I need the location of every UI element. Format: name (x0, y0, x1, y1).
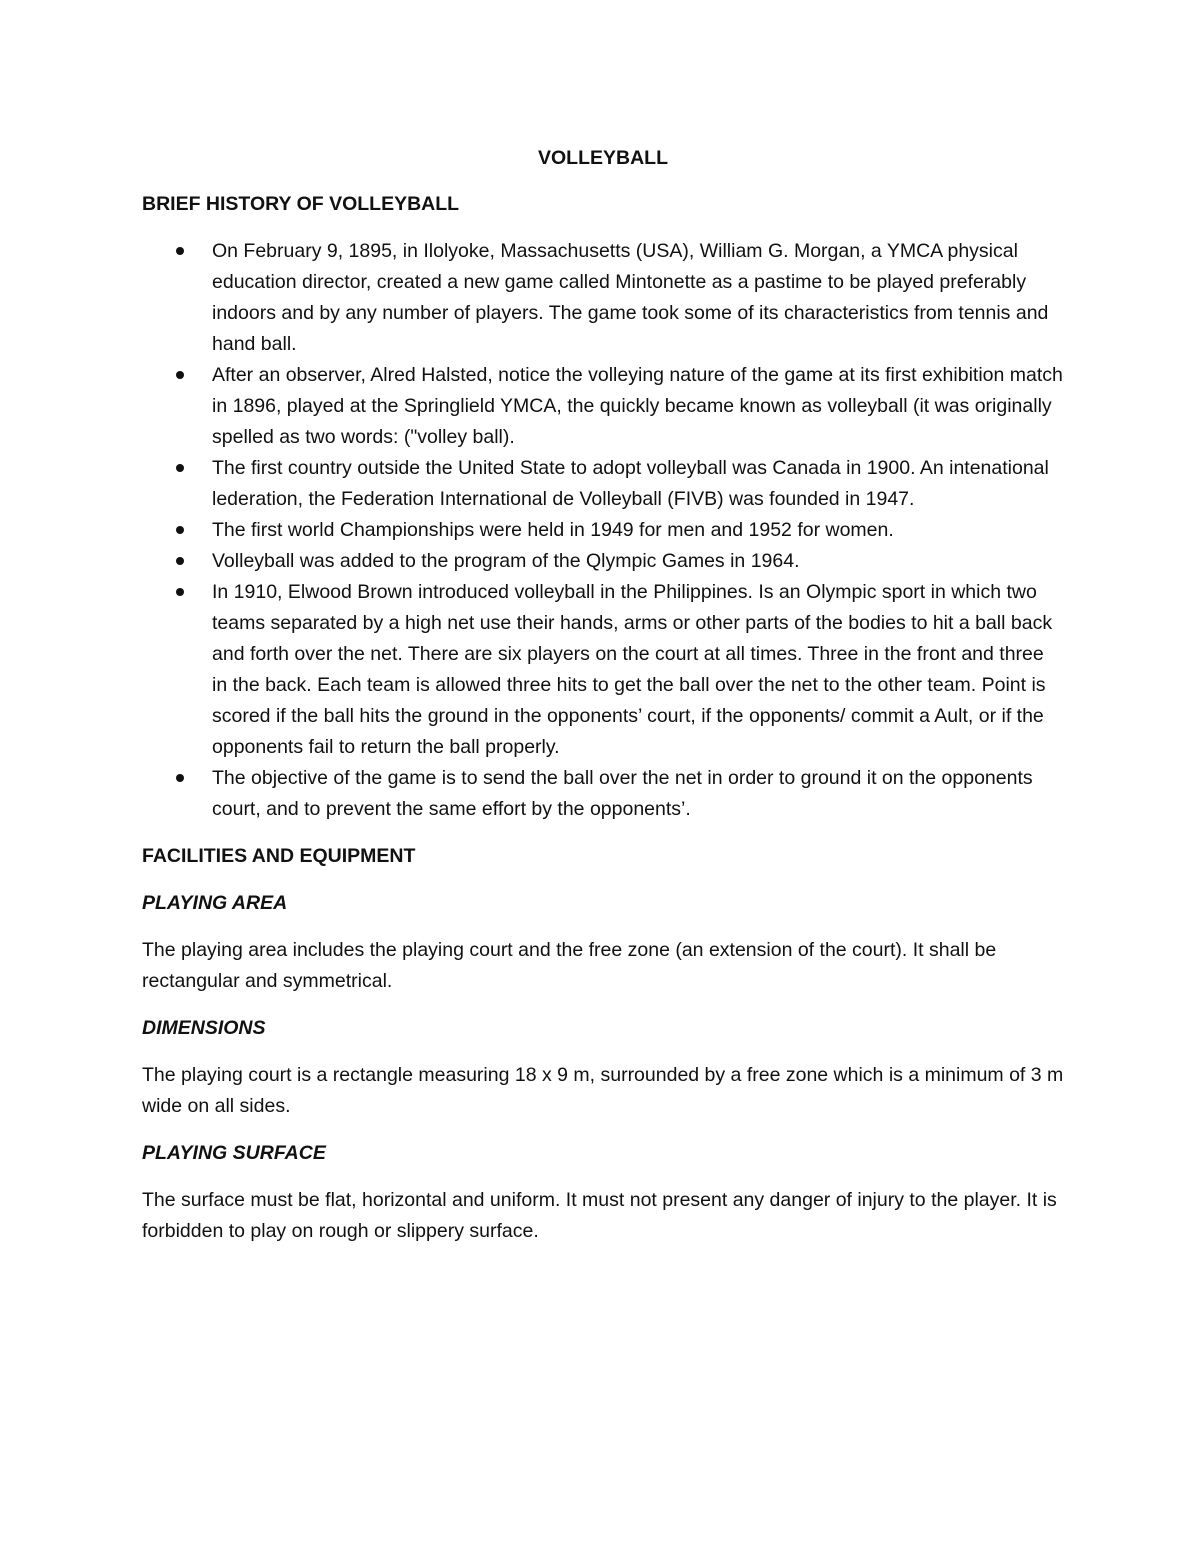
playing-surface-heading: PLAYING SURFACE (142, 1142, 326, 1164)
history-item (142, 515, 1064, 546)
playing-area-text: The playing area includes the playing court and the free zone (an extension of the court). It shall be rectangular and symmetrical. (142, 939, 997, 992)
playing-area-heading: PLAYING AREA (142, 892, 288, 914)
bullet-icon (176, 557, 184, 565)
history-item-text: The first world Championships were held in 1949 for men and 1952 for women. (212, 519, 894, 541)
history-heading: BRIEF HISTORY OF VOLLEYBALL (142, 193, 460, 215)
bullet-icon (176, 464, 184, 472)
playing-surface-text: The surface must be flat, horizontal and uniform. It must not present any danger of injury to the player. It is forbidden to play on rough or slippery surface. (142, 1189, 1057, 1242)
history-list (142, 236, 1064, 825)
history-item (142, 763, 1064, 825)
history-item-text: On February 9, 1895, in Ilolyoke, Massachusetts (USA), William G. Morgan, a YMCA physical education director, created a new game called Mintonette as a pastime to be played preferably indoors and by any number of players. The game took some of its characteristics from tennis and hand ball. (212, 240, 1049, 355)
history-item-text: After an observer, Alred Halsted, notice the volleying nature of the game at its first exhibition match in 1896, played at the Springlield YMCA, the quickly became known as volleyball (it was originally spelled as two words: ("volley ball). (212, 364, 1063, 448)
history-item (142, 546, 1064, 577)
document-body (142, 143, 1064, 1263)
history-item (142, 453, 1064, 515)
history-item-text: The objective of the game is to send the ball over the net in order to ground it on the opponents court, and to prevent the same effort by the opponents’. (212, 767, 1033, 820)
bullet-icon (176, 774, 184, 782)
history-item (142, 577, 1064, 763)
bullet-icon (176, 247, 184, 255)
bullet-icon (176, 371, 184, 379)
history-item-text: In 1910, Elwood Brown introduced volleyball in the Philippines. Is an Olympic sport in which two teams separated by a high net use their hands, arms or other parts of the bodies to hit a ball back and forth over the net. There are six players on the court at all times. Three in the front and three in the back. Each team is allowed three hits to get the ball over the net to the other team. Point is scored if the ball hits the ground in the opponents’ court, if the opponents/ commit a Ault, or if the opponents fail to return the ball properly. (212, 581, 1053, 758)
history-item-text: Volleyball was added to the program of the Qlympic Games in 1964. (212, 550, 800, 572)
bullet-icon (176, 588, 184, 596)
bullet-icon (176, 526, 184, 534)
facilities-heading: FACILITIES AND EQUIPMENT (142, 845, 416, 867)
document-title: VOLLEYBALL (538, 147, 668, 169)
history-item (142, 236, 1064, 360)
dimensions-text: The playing court is a rectangle measuring 18 x 9 m, surrounded by a free zone which is a minimum of 3 m wide on all sides. (142, 1064, 1064, 1117)
history-item-text: The first country outside the United State to adopt volleyball was Canada in 1900. An intenational lederation, the Federation International de Volleyball (FIVB) was founded in 1947. (212, 457, 1049, 510)
dimensions-heading: DIMENSIONS (142, 1017, 266, 1039)
history-item (142, 360, 1064, 453)
